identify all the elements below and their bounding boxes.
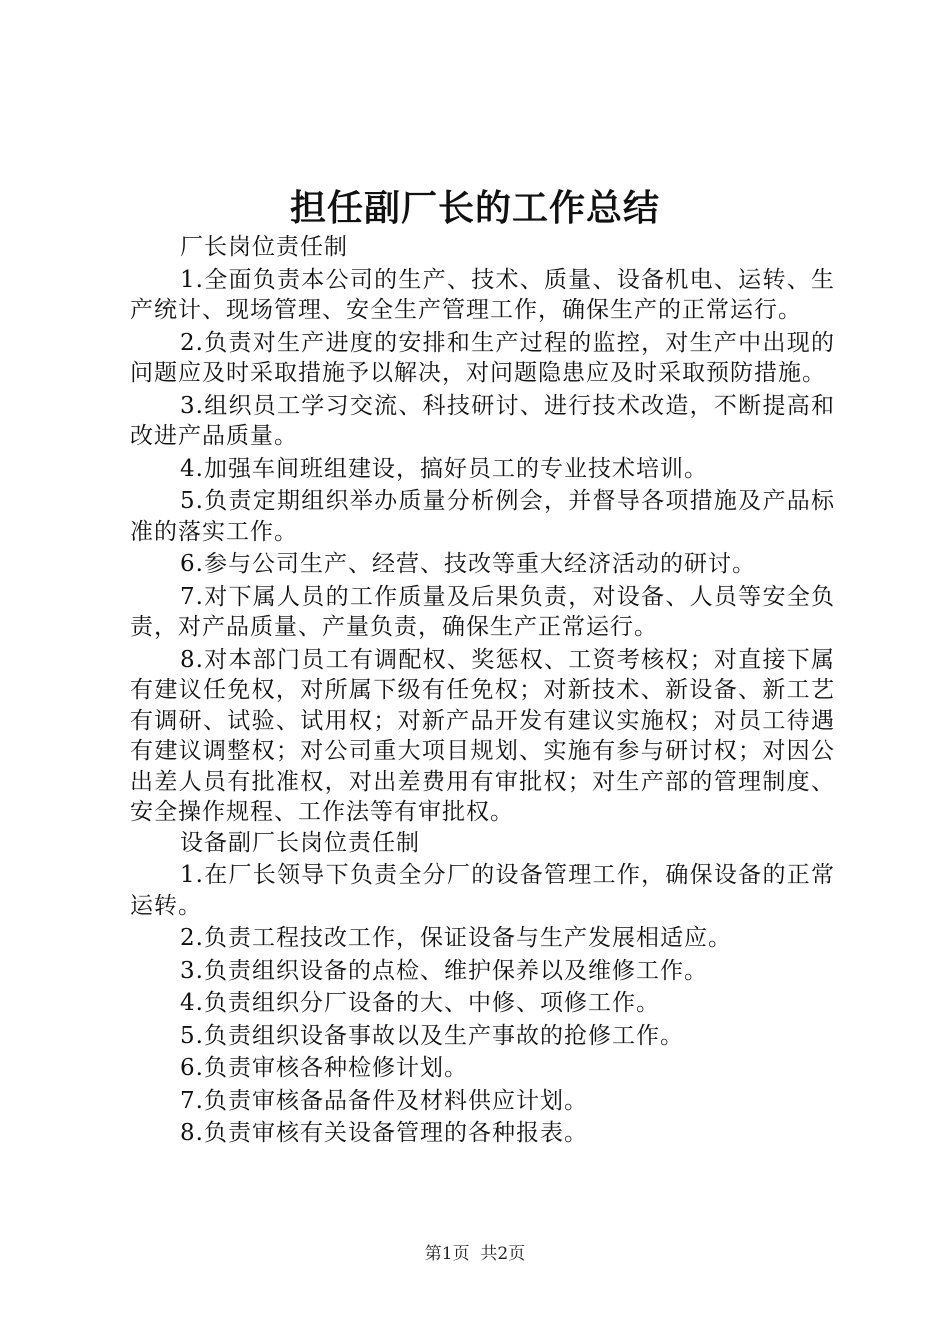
- section-item: 7.对下属人员的工作质量及后果负责，对设备、人员等安全负责，对产品质量、产量负责，确保生产正常运行。: [130, 583, 835, 640]
- section-item: 6.负责审核各种检修计划。: [180, 1055, 468, 1081]
- section-item: 4.负责组织分厂设备的大、中修、项修工作。: [180, 990, 660, 1016]
- section-item: 2.负责对生产进度的安排和生产过程的监控，对生产中出现的问题应及时采取措施予以解决，对问题隐患应及时采取预防措施。: [130, 329, 835, 386]
- section-item: 5.负责组织设备事故以及生产事故的抢修工作。: [180, 1022, 684, 1049]
- section-item: 1.在厂长领导下负责全分厂的设备管理工作，确保设备的正常运转。: [130, 862, 835, 919]
- section-item: 5.负责定期组织举办质量分析例会，并督导各项措施及产品标准的落实工作。: [130, 488, 835, 545]
- section-item: 6.参与公司生产、经营、技改等重大经济活动的研讨。: [180, 551, 756, 577]
- section-item: 4.加强车间班组建设，搞好员工的专业技术培训。: [180, 455, 708, 482]
- section-item: 7.负责审核备品备件及材料供应计划。: [180, 1087, 588, 1114]
- document-title: 担任副厂长的工作总结: [289, 187, 660, 229]
- page-total: 共2页: [480, 1244, 526, 1264]
- document-body: [130, 232, 835, 1149]
- section-item: 8.负责审核有关设备管理的各种报表。: [180, 1120, 588, 1146]
- section-heading: 设备副厂长岗位责任制: [180, 829, 420, 856]
- page-number: 第1页: [424, 1244, 470, 1264]
- footer-spacer: [470, 1244, 481, 1264]
- section-item: 1.全面负责本公司的生产、技术、质量、设备机电、运转、生产统计、现场管理、安全生产管理工作，确保生产的正常运行。: [130, 266, 835, 323]
- page-footer: [0, 1242, 950, 1266]
- section-item: 3.负责组织设备的点检、维护保养以及维修工作。: [180, 957, 708, 984]
- section-item: 3.组织员工学习交流、科技研讨、进行技术改造，不断提高和改进产品质量。: [130, 392, 835, 449]
- section-item: 8.对本部门员工有调配权、奖惩权、工资考核权；对直接下属有建议任免权，对所属下级有任免权；对新技术、新设备、新工艺有调研、试验、试用权；对新产品开发有建议实施权；对员工待遇有建议调整权；对公司重大项目规划、实施有参与研讨权；对因公出差人员有批准权，对出差费用有审批权；对生产部的管理制度、安全操作规程、工作法等有审批权。: [130, 646, 835, 825]
- section-heading: 厂长岗位责任制: [180, 234, 348, 260]
- section-item: 2.负责工程技改工作，保证设备与生产发展相适应。: [180, 925, 732, 951]
